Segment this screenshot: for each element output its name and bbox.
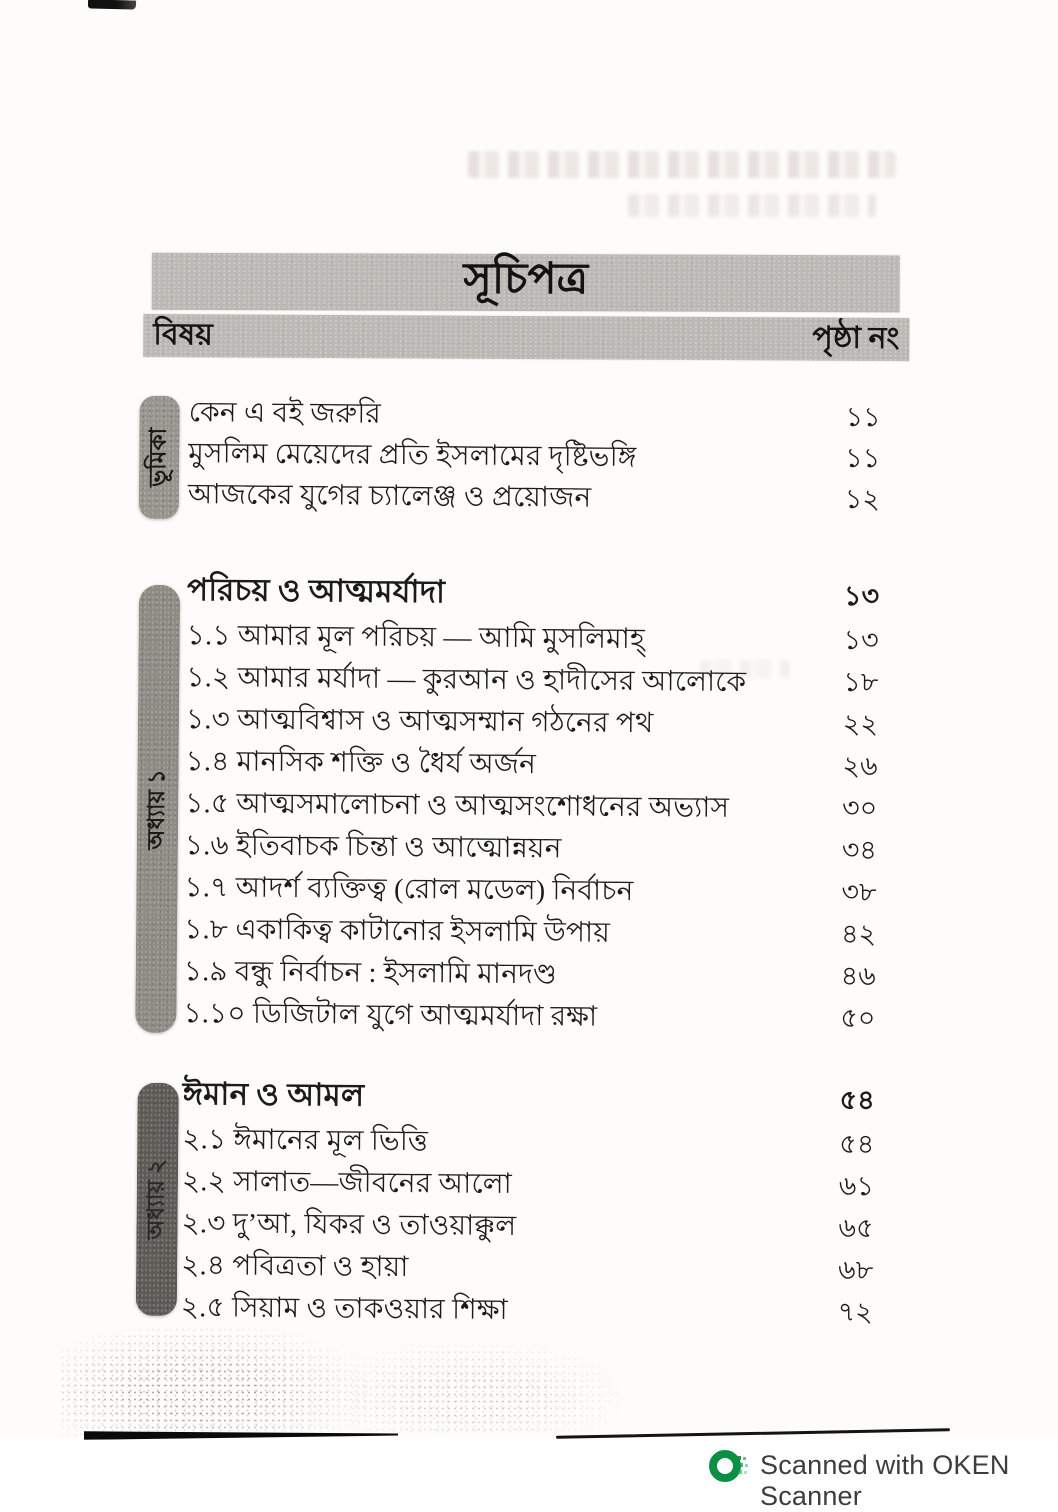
scanner-attribution-text: Scanned with OKEN Scanner [760, 1450, 1010, 1511]
toc-entry-title: ১.৮ একাকিত্ব কাটানোর ইসলামি উপায় [184, 913, 611, 949]
chapter-tab-1 [135, 585, 180, 1033]
toc-section-0 [188, 393, 881, 522]
toc-heading-title: ঈমান ও আমল [182, 1076, 365, 1113]
toc-column-headers [143, 314, 909, 361]
chapter-tab-label: অধ্যায় ১ [143, 768, 170, 850]
toc-entry-title: ২.৪ পবিত্রতা ও হায়া [181, 1249, 409, 1283]
toc-entry-page: ২২ [842, 708, 879, 739]
toc-entry-page: ৩০ [841, 792, 878, 823]
scan-noise-patch [350, 1342, 620, 1432]
toc-entry-title: আজকের যুগের চ্যালেঞ্জ ও প্রয়োজন [187, 479, 592, 514]
toc-entry-title: ১.৩ আত্মবিশ্বাস ও আত্মসম্মান গঠনের পথ [185, 703, 654, 739]
toc-entry [188, 475, 880, 522]
toc-entry-title: ২.৫ সিয়াম ও তাকওয়ার শিক্ষা [180, 1291, 508, 1326]
toc-entry-page: ১১ [845, 442, 881, 474]
toc-entry-title: ১.৪ মানসিক শক্তি ও ধৈর্য অর্জন [185, 745, 537, 780]
toc-entry-page: ১২ [844, 483, 881, 515]
page-title: সূচিপত্র [463, 255, 589, 304]
toc-entry-page: ১৮ [843, 666, 879, 697]
toc-entry-page: ৫০ [840, 1002, 876, 1033]
toc-entry-title: ১.১০ ডিজিটাল যুগে আত্মমর্যাদা রক্ষা [183, 997, 598, 1033]
toc-entry-title: ২.১ ঈমানের মূল ভিত্তি [182, 1123, 429, 1157]
toc-entry-page: ৪৬ [840, 960, 876, 991]
toc-section-1 [183, 569, 879, 1041]
toc-title-bar [152, 253, 900, 313]
toc-entry-page: ১৩ [843, 624, 879, 655]
toc-entry-title: ১.৭ আদর্শ ব্যক্তিত্ব (রোল মডেল) নির্বাচন [184, 871, 634, 907]
subject-column-label: বিষয় [153, 318, 213, 352]
toc-entry-title: ১.৯ বন্ধু নির্বাচন : ইসলামি মানদণ্ড [183, 955, 558, 990]
toc-entry-title: মুসলিম মেয়েদের প্রতি ইসলামের দৃষ্টিভঙ্গি [188, 438, 637, 474]
toc-entry-title: ১.২ আমার মর্যাদা — কুরআন ও হাদীসের আলোকে [186, 661, 747, 698]
scan-noise-patch [60, 1326, 365, 1436]
toc-entry-page: ৪২ [840, 918, 877, 949]
oken-scanner-footer [0, 1442, 1058, 1511]
chapter-tab-label: ভূমিকা [145, 427, 172, 488]
toc-entry-page: ৬৫ [838, 1212, 874, 1243]
toc-section-2 [181, 1073, 875, 1335]
toc-entry-page: ৬৮ [837, 1254, 874, 1285]
toc-heading-title: পরিচয় ও আত্মমর্যাদা [186, 572, 446, 610]
toc-entry-title: ১.৬ ইতিবাচক চিন্তা ও আত্মোন্নয়ন [184, 829, 562, 864]
toc-entry-page: ৭২ [837, 1296, 873, 1327]
toc-entry-title: ২.৩ দু’আ, যিকর ও তাওয়াক্কুল [181, 1207, 517, 1242]
oken-scanner-logo [708, 1446, 752, 1486]
chapter-tab-0 [139, 396, 180, 519]
toc-entry-page: ৩৪ [841, 834, 877, 865]
page-number-column-label: পৃষ্ঠা নং [812, 321, 900, 356]
chapter-tab-label: অধ্যায় ২ [143, 1159, 170, 1240]
toc-entry-page: ৫৪ [839, 1128, 875, 1159]
toc-entry-page: ১১ [845, 401, 881, 433]
toc-entry [183, 993, 875, 1041]
toc-entry-title: ১.৫ আত্মসমালোচনা ও আত্মসংশোধনের অভ্যাস [185, 787, 730, 824]
toc-entry-title: ১.১ আমার মূল পরিচয় — আমি মুসলিমাহ্ [186, 619, 646, 655]
toc-entry-page: ৬১ [838, 1170, 875, 1201]
toc-entry-title: কেন এ বই জরুরি [188, 397, 382, 430]
toc-heading-page: ১৩ [843, 580, 880, 611]
toc-heading-page: ৫৪ [839, 1084, 875, 1115]
toc-entry-page: ৩৮ [841, 876, 877, 907]
toc-entry-page: ২৬ [842, 750, 878, 781]
chapter-tab-2 [136, 1083, 179, 1316]
toc-entry-title: ২.২ সালাত—জীবনের আলো [181, 1165, 513, 1200]
